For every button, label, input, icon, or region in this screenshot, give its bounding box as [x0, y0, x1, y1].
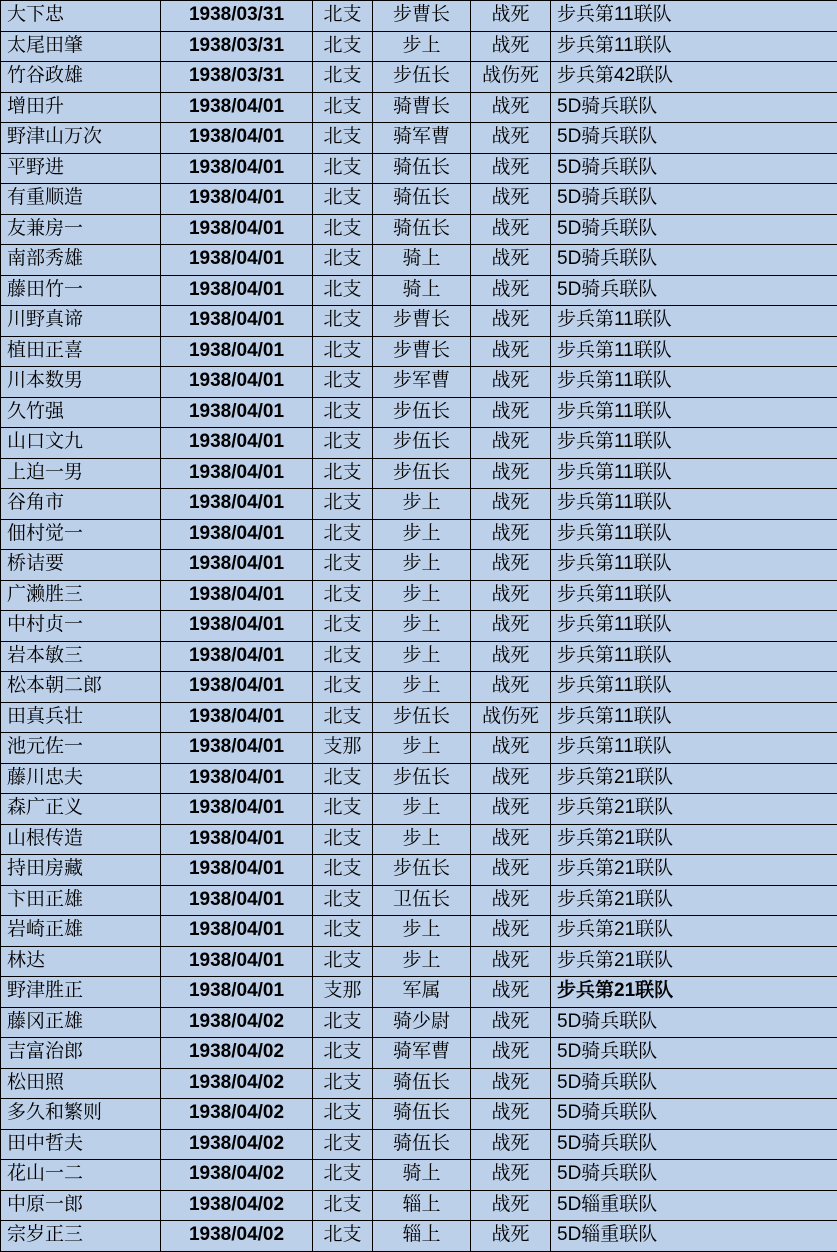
table-row: [1, 1221, 837, 1252]
cell-rank: 步上: [373, 550, 471, 581]
cell-unit: 步兵第11联队: [551, 428, 837, 459]
cell-unit: 5D辎重联队: [551, 1190, 837, 1221]
cell-area: 北支: [313, 336, 373, 367]
table-row: [1, 1099, 837, 1130]
cell-unit: 步兵第21联队: [551, 916, 837, 947]
cell-cause: 战死: [471, 1160, 551, 1191]
cell-cause: 战死: [471, 1, 551, 32]
cell-unit: 5D骑兵联队: [551, 1129, 837, 1160]
cell-unit: 步兵第11联队: [551, 641, 837, 672]
cell-rank: 步上: [373, 946, 471, 977]
cell-rank: 步伍长: [373, 702, 471, 733]
table-row: [1, 1038, 837, 1069]
cell-rank: 骑军曹: [373, 123, 471, 154]
cell-cause: 战死: [471, 336, 551, 367]
cell-area: 北支: [313, 1190, 373, 1221]
cell-name: 岩本敏三: [1, 641, 161, 672]
cell-date: 1938/04/01: [161, 580, 313, 611]
cell-cause: 战死: [471, 1007, 551, 1038]
cell-date: 1938/04/01: [161, 458, 313, 489]
cell-cause: 战死: [471, 794, 551, 825]
cell-date: 1938/04/01: [161, 306, 313, 337]
cell-date: 1938/04/01: [161, 702, 313, 733]
cell-name: 南部秀雄: [1, 245, 161, 276]
cell-unit: 步兵第11联队: [551, 306, 837, 337]
cell-name: 森广正义: [1, 794, 161, 825]
cell-date: 1938/04/01: [161, 855, 313, 886]
cell-unit: 步兵第11联队: [551, 733, 837, 764]
cell-rank: 步曹长: [373, 306, 471, 337]
cell-area: 北支: [313, 92, 373, 123]
cell-name: 卞田正雄: [1, 885, 161, 916]
cell-cause: 战死: [471, 123, 551, 154]
cell-rank: 骑伍长: [373, 153, 471, 184]
cell-cause: 战死: [471, 977, 551, 1008]
cell-area: 北支: [313, 367, 373, 398]
table-row: [1, 1190, 837, 1221]
cell-rank: 步上: [373, 489, 471, 520]
cell-area: 北支: [313, 916, 373, 947]
cell-unit: 5D骑兵联队: [551, 1160, 837, 1191]
cell-unit: 5D骑兵联队: [551, 1099, 837, 1130]
cell-cause: 战死: [471, 580, 551, 611]
table-row: [1, 855, 837, 886]
table-row: [1, 62, 837, 93]
cell-area: 北支: [313, 1038, 373, 1069]
cell-name: 上迫一男: [1, 458, 161, 489]
cell-date: 1938/03/31: [161, 62, 313, 93]
cell-area: 北支: [313, 397, 373, 428]
cell-rank: 卫伍长: [373, 885, 471, 916]
cell-date: 1938/04/01: [161, 397, 313, 428]
table-row: [1, 733, 837, 764]
cell-name: 大下忠: [1, 1, 161, 32]
cell-cause: 战伤死: [471, 702, 551, 733]
cell-rank: 骑伍长: [373, 1099, 471, 1130]
cell-unit: 5D骑兵联队: [551, 275, 837, 306]
cell-name: 吉富治郎: [1, 1038, 161, 1069]
cell-name: 增田升: [1, 92, 161, 123]
cell-area: 北支: [313, 1221, 373, 1252]
cell-date: 1938/04/01: [161, 184, 313, 215]
cell-cause: 战死: [471, 763, 551, 794]
cell-area: 北支: [313, 184, 373, 215]
cell-unit: 步兵第11联队: [551, 611, 837, 642]
cell-cause: 战死: [471, 489, 551, 520]
cell-rank: 步上: [373, 641, 471, 672]
table-row: [1, 1129, 837, 1160]
cell-area: 北支: [313, 580, 373, 611]
cell-rank: 骑上: [373, 275, 471, 306]
cell-rank: 骑军曹: [373, 1038, 471, 1069]
table-row: [1, 672, 837, 703]
cell-unit: 5D辎重联队: [551, 1221, 837, 1252]
cell-date: 1938/04/01: [161, 824, 313, 855]
cell-date: 1938/04/01: [161, 733, 313, 764]
cell-date: 1938/04/01: [161, 275, 313, 306]
cell-date: 1938/03/31: [161, 31, 313, 62]
cell-date: 1938/04/02: [161, 1068, 313, 1099]
cell-unit: 5D骑兵联队: [551, 1038, 837, 1069]
cell-area: 北支: [313, 275, 373, 306]
cell-cause: 战死: [471, 1190, 551, 1221]
cell-name: 野津胜正: [1, 977, 161, 1008]
cell-rank: 步上: [373, 519, 471, 550]
cell-cause: 战死: [471, 1068, 551, 1099]
cell-cause: 战死: [471, 519, 551, 550]
cell-unit: 步兵第21联队: [551, 855, 837, 886]
table-row: [1, 123, 837, 154]
table-row: [1, 824, 837, 855]
cell-date: 1938/04/01: [161, 977, 313, 1008]
cell-date: 1938/04/01: [161, 123, 313, 154]
cell-cause: 战死: [471, 92, 551, 123]
cell-area: 北支: [313, 611, 373, 642]
cell-name: 山口文九: [1, 428, 161, 459]
cell-name: 植田正喜: [1, 336, 161, 367]
cell-area: 北支: [313, 1, 373, 32]
table-row: [1, 977, 837, 1008]
cell-cause: 战死: [471, 672, 551, 703]
cell-name: 野津山万次: [1, 123, 161, 154]
cell-unit: 步兵第11联队: [551, 519, 837, 550]
cell-date: 1938/04/01: [161, 489, 313, 520]
cell-rank: 步伍长: [373, 763, 471, 794]
table-row: [1, 214, 837, 245]
cell-date: 1938/04/01: [161, 763, 313, 794]
cell-rank: 辎上: [373, 1190, 471, 1221]
cell-cause: 战死: [471, 855, 551, 886]
cell-cause: 战死: [471, 184, 551, 215]
cell-area: 北支: [313, 1160, 373, 1191]
cell-name: 广濑胜三: [1, 580, 161, 611]
cell-area: 北支: [313, 31, 373, 62]
cell-cause: 战死: [471, 397, 551, 428]
cell-rank: 步伍长: [373, 62, 471, 93]
cell-area: 北支: [313, 489, 373, 520]
cell-area: 北支: [313, 123, 373, 154]
cell-name: 久竹强: [1, 397, 161, 428]
cell-cause: 战死: [471, 611, 551, 642]
cell-cause: 战死: [471, 824, 551, 855]
cell-cause: 战死: [471, 245, 551, 276]
table-row: [1, 458, 837, 489]
cell-unit: 步兵第11联队: [551, 397, 837, 428]
cell-unit: 5D骑兵联队: [551, 123, 837, 154]
table-row: [1, 1, 837, 32]
cell-rank: 骑曹长: [373, 92, 471, 123]
cell-name: 山根传造: [1, 824, 161, 855]
cell-rank: 骑少尉: [373, 1007, 471, 1038]
cell-name: 田中哲夫: [1, 1129, 161, 1160]
cell-name: 藤冈正雄: [1, 1007, 161, 1038]
cell-unit: 步兵第11联队: [551, 550, 837, 581]
table-row: [1, 367, 837, 398]
cell-name: 川野真谛: [1, 306, 161, 337]
cell-name: 花山一二: [1, 1160, 161, 1191]
cell-area: 北支: [313, 458, 373, 489]
cell-name: 竹谷政雄: [1, 62, 161, 93]
cell-name: 有重顺造: [1, 184, 161, 215]
table-row: [1, 1160, 837, 1191]
cell-unit: 步兵第21联队: [551, 977, 837, 1008]
cell-cause: 战死: [471, 1221, 551, 1252]
cell-rank: 步曹长: [373, 336, 471, 367]
cell-date: 1938/04/02: [161, 1221, 313, 1252]
cell-cause: 战伤死: [471, 62, 551, 93]
cell-rank: 步曹长: [373, 1, 471, 32]
cell-rank: 步伍长: [373, 428, 471, 459]
cell-rank: 步上: [373, 31, 471, 62]
cell-area: 北支: [313, 946, 373, 977]
cell-unit: 步兵第11联队: [551, 367, 837, 398]
cell-area: 北支: [313, 550, 373, 581]
cell-rank: 骑伍长: [373, 184, 471, 215]
cell-date: 1938/04/01: [161, 367, 313, 398]
cell-name: 佃村觉一: [1, 519, 161, 550]
table-row: [1, 702, 837, 733]
cell-cause: 战死: [471, 733, 551, 764]
cell-date: 1938/04/01: [161, 611, 313, 642]
table-row: [1, 245, 837, 276]
cell-cause: 战死: [471, 946, 551, 977]
cell-rank: 骑上: [373, 1160, 471, 1191]
cell-area: 北支: [313, 428, 373, 459]
cell-name: 藤田竹一: [1, 275, 161, 306]
cell-date: 1938/04/01: [161, 519, 313, 550]
cell-rank: 步军曹: [373, 367, 471, 398]
cell-rank: 步上: [373, 580, 471, 611]
cell-rank: 步上: [373, 611, 471, 642]
cell-unit: 5D骑兵联队: [551, 184, 837, 215]
cell-rank: 步上: [373, 733, 471, 764]
cell-date: 1938/04/01: [161, 214, 313, 245]
cell-date: 1938/04/01: [161, 153, 313, 184]
cell-unit: 步兵第21联队: [551, 824, 837, 855]
cell-cause: 战死: [471, 1129, 551, 1160]
cell-area: 北支: [313, 885, 373, 916]
cell-rank: 骑伍长: [373, 1129, 471, 1160]
table-row: [1, 397, 837, 428]
table-row: [1, 794, 837, 825]
cell-cause: 战死: [471, 458, 551, 489]
cell-name: 桥诘要: [1, 550, 161, 581]
cell-name: 持田房藏: [1, 855, 161, 886]
cell-cause: 战死: [471, 153, 551, 184]
cell-rank: 步伍长: [373, 855, 471, 886]
table-row: [1, 275, 837, 306]
cell-area: 北支: [313, 62, 373, 93]
table-row: [1, 916, 837, 947]
cell-date: 1938/04/02: [161, 1160, 313, 1191]
cell-unit: 5D骑兵联队: [551, 92, 837, 123]
table-row: [1, 336, 837, 367]
cell-rank: 步上: [373, 916, 471, 947]
cell-unit: 步兵第11联队: [551, 672, 837, 703]
cell-unit: 5D骑兵联队: [551, 153, 837, 184]
cell-unit: 步兵第21联队: [551, 794, 837, 825]
cell-name: 多久和繁则: [1, 1099, 161, 1130]
table-row: [1, 885, 837, 916]
cell-unit: 5D骑兵联队: [551, 214, 837, 245]
cell-unit: 步兵第11联队: [551, 31, 837, 62]
cell-name: 太尾田肇: [1, 31, 161, 62]
cell-cause: 战死: [471, 428, 551, 459]
cell-area: 支那: [313, 977, 373, 1008]
cell-cause: 战死: [471, 214, 551, 245]
cell-rank: 步上: [373, 824, 471, 855]
cell-unit: 步兵第11联队: [551, 336, 837, 367]
cell-date: 1938/04/01: [161, 428, 313, 459]
cell-date: 1938/04/02: [161, 1038, 313, 1069]
cell-name: 池元佐一: [1, 733, 161, 764]
cell-name: 田真兵壮: [1, 702, 161, 733]
cell-name: 松本朝二郎: [1, 672, 161, 703]
cell-area: 北支: [313, 824, 373, 855]
cell-date: 1938/04/01: [161, 550, 313, 581]
table-row: [1, 31, 837, 62]
cell-rank: 辎上: [373, 1221, 471, 1252]
cell-cause: 战死: [471, 367, 551, 398]
cell-date: 1938/04/01: [161, 245, 313, 276]
cell-name: 友兼房一: [1, 214, 161, 245]
table-row: [1, 92, 837, 123]
cell-unit: 步兵第11联队: [551, 1, 837, 32]
cell-area: 北支: [313, 641, 373, 672]
cell-cause: 战死: [471, 550, 551, 581]
cell-date: 1938/04/01: [161, 885, 313, 916]
cell-cause: 战死: [471, 641, 551, 672]
table-row: [1, 306, 837, 337]
cell-cause: 战死: [471, 1099, 551, 1130]
cell-date: 1938/04/01: [161, 916, 313, 947]
cell-unit: 5D骑兵联队: [551, 245, 837, 276]
cell-unit: 5D骑兵联队: [551, 1068, 837, 1099]
cell-name: 宗岁正三: [1, 1221, 161, 1252]
cell-unit: 步兵第11联队: [551, 458, 837, 489]
cell-area: 北支: [313, 763, 373, 794]
table-row: [1, 550, 837, 581]
cell-name: 松田照: [1, 1068, 161, 1099]
table-row: [1, 1007, 837, 1038]
cell-area: 北支: [313, 1099, 373, 1130]
cell-area: 北支: [313, 153, 373, 184]
cell-area: 北支: [313, 245, 373, 276]
cell-unit: 步兵第11联队: [551, 489, 837, 520]
table-row: [1, 641, 837, 672]
cell-date: 1938/04/01: [161, 641, 313, 672]
cell-name: 谷角市: [1, 489, 161, 520]
cell-name: 岩崎正雄: [1, 916, 161, 947]
cell-area: 北支: [313, 306, 373, 337]
cell-rank: 骑伍长: [373, 214, 471, 245]
table-row: [1, 580, 837, 611]
cell-area: 北支: [313, 1068, 373, 1099]
table-row: [1, 611, 837, 642]
cell-date: 1938/04/01: [161, 794, 313, 825]
cell-date: 1938/04/02: [161, 1099, 313, 1130]
cell-rank: 步上: [373, 672, 471, 703]
cell-cause: 战死: [471, 306, 551, 337]
cell-name: 平野进: [1, 153, 161, 184]
cell-date: 1938/04/01: [161, 946, 313, 977]
cell-name: 川本数男: [1, 367, 161, 398]
cell-area: 北支: [313, 672, 373, 703]
cell-date: 1938/04/02: [161, 1129, 313, 1160]
cell-area: 北支: [313, 794, 373, 825]
cell-name: 林达: [1, 946, 161, 977]
cell-area: 北支: [313, 855, 373, 886]
cell-rank: 军属: [373, 977, 471, 1008]
cell-rank: 骑上: [373, 245, 471, 276]
cell-name: 中原一郎: [1, 1190, 161, 1221]
cell-unit: 步兵第21联队: [551, 946, 837, 977]
cell-rank: 步上: [373, 794, 471, 825]
table-row: [1, 153, 837, 184]
cell-cause: 战死: [471, 1038, 551, 1069]
table-row: [1, 489, 837, 520]
cell-cause: 战死: [471, 275, 551, 306]
cell-cause: 战死: [471, 31, 551, 62]
cell-date: 1938/04/01: [161, 336, 313, 367]
cell-unit: 步兵第21联队: [551, 885, 837, 916]
cell-date: 1938/04/01: [161, 672, 313, 703]
cell-area: 北支: [313, 519, 373, 550]
cell-date: 1938/04/01: [161, 92, 313, 123]
cell-cause: 战死: [471, 885, 551, 916]
cell-unit: 步兵第21联队: [551, 763, 837, 794]
cell-cause: 战死: [471, 916, 551, 947]
table-row: [1, 946, 837, 977]
table-row: [1, 763, 837, 794]
table-row: [1, 519, 837, 550]
cell-date: 1938/04/02: [161, 1007, 313, 1038]
cell-unit: 5D骑兵联队: [551, 1007, 837, 1038]
cell-area: 北支: [313, 702, 373, 733]
cell-name: 藤川忠夫: [1, 763, 161, 794]
cell-area: 北支: [313, 1007, 373, 1038]
cell-date: 1938/03/31: [161, 1, 313, 32]
cell-unit: 步兵第42联队: [551, 62, 837, 93]
cell-area: 北支: [313, 1129, 373, 1160]
cell-unit: 步兵第11联队: [551, 702, 837, 733]
casualty-table-body: [1, 1, 837, 1252]
table-row: [1, 184, 837, 215]
table-row: [1, 428, 837, 459]
cell-rank: 骑伍长: [373, 1068, 471, 1099]
cell-unit: 步兵第11联队: [551, 580, 837, 611]
cell-rank: 步伍长: [373, 397, 471, 428]
cell-name: 中村贞一: [1, 611, 161, 642]
cell-area: 支那: [313, 733, 373, 764]
cell-rank: 步伍长: [373, 458, 471, 489]
cell-date: 1938/04/02: [161, 1190, 313, 1221]
cell-area: 北支: [313, 214, 373, 245]
table-row: [1, 1068, 837, 1099]
